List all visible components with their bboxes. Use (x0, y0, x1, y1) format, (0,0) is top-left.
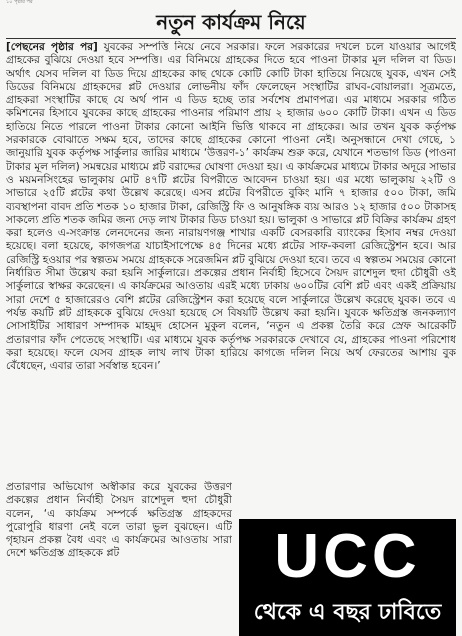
article-body (6, 41, 456, 479)
headline-divider (6, 38, 456, 39)
article-headline: নতুন কার্যক্রম নিয়ে (156, 10, 306, 34)
page-top-note: ১০ পৃষ্ঠার পর (6, 0, 33, 5)
article-continuation: প্রতারণার অভিযোগ অস্বীকার করে যুবকের উত্তরণ প্রকল্পের প্রধান নির্বাহী সৈয়দ রাশেদুল হুদা চৌধুরী বলেন, ‘এ কার্যক্রম সম্পর্কে ক্ষতিগ্রস্ত গ্রাহকদের পুরোপুরি ধারণা নেই বলে তারা ভুল বুঝছেন। এটি গৃহায়ন প্রকল্প বৈধ এবং এ কার্যক্রমের আওতায় সারা দেশে ক্ষতিগ্রস্ত গ্রাহককে প্লট (6, 481, 232, 560)
continued-from-tag: [পেছনের পৃষ্ঠার পর] (6, 41, 98, 53)
ad-tagline: থেকে এ বছর ঢাবিতে (253, 600, 442, 625)
article-text: যুবকের সম্পত্তি নিয়ে নেবে সরকার। ফলে সরকারের দখলে চলে যাওয়ার আগেই গ্রাহকের বুঝিয়ে দেওয়া হবে সম্পত্তি। এর বিনিময়ে গ্রাহকের দিতে হবে পাওনা টাকার মূল দলিল বা ডিড। অর্থাৎ যেসব দলিল বা ডিড দিয়ে গ্রাহকের কাছ থেকে কোটি কোটি টাকা হাতিয়ে নিয়েছে যুবক, এখন সেই ডিডের বিনিময়ে গ্রাহকদের প্লট দেওয়ার লোভনীয় ফাঁদ ফেলেছেন সংস্থাটির রাঘব-বোয়ালরা। সূত্রমতে, গ্রাহকরা সংস্থাটির কাছে যে অর্থ পান এ ডিড হচ্ছে তার সর্বশেষ প্রমাণপত্র। এর মাধ্যমে সরকার গঠিত কমিশনের হিসাবে যুবকের কাছে গ্রাহকের পাওনার পরিমাণ প্রায় ২ হাজার ৬০০ কোটি টাকা। এখন এ ডিড হাতিয়ে নিতে পারলে পাওনা টাকার কোনো আইনি ভিত্তি থাকবে না গ্রাহকের। আর তখন যুবক কর্তৃপক্ষ সরকারকে বোঝাতে সক্ষম হবে, তাদের কাছে গ্রাহকের কোনো পাওনা নেই। অনুসন্ধানে দেখা গেছে, ১ জানুয়ারি যুবক কর্তৃপক্ষ সার্কুলার জারির মাধ্যমে ‘উত্তরণ-১’ কার্যক্রম শুরু করে, যেখানে শতভাগ ডিড (পাওনা টাকার মূল দলিল) সমন্বয়ের মাধ্যমে প্লট বরাদ্দের ঘোষণা দেওয়া হয়। এ কার্যক্রমের মাধ্যমে টাকার অদূরে সাভার ও ময়মনসিংহের ভালুকায় মোট ৪৭টি প্লটের বিপরীতে আবেদন চাওয়া হয়। এর মধ্যে ভালুকায় ২২টি ও সাভারে ২৫টি প্লটের কথা উল্লেখ করেছে। এসব প্লটের বিপরীতে বুকিং মানি ৭ হাজার ৫০০ টাকা, জমি ব্যবস্থাপনা বাবদ প্রতি শতক ১০ হাজার টাকা, রেজিস্ট্রি ফি ও আনুষঙ্গিক ব্যয় আরও ১২ হাজার ৫০০ টাকাসহ সাকল্যে প্রতি শতক জমির জন্য দেড় লাখ টাকার ডিড চাওয়া হয়। ভালুকা ও সাভারে প্লট বিক্রির কার্যক্রম গ্রহণ করা হলেও এ-সংক্রান্ত লেনদেনের জন্য নারায়ণগঞ্জ শাখার একটি বেসরকারি ব্যাংকের হিসাব নম্বর দেওয়া হয়েছে। বলা হয়েছে, কাগজপত্র যাচাইসাপেক্ষে ৪৫ দিনের মধ্যে প্লটের সাফ-কবলা রেজিস্ট্রেশন হবে। আর রেজিস্ট্রি হওয়ার পর স্বল্পতম সময়ে গ্রাহককে সরেজমিন প্লট বুঝিয়ে দেওয়া হবে। তবে এ স্বল্পতম সময়ের কোনো নির্ধারিত সীমা উল্লেখ করা হয়নি সার্কুলারে। প্রকল্পের প্রধান নির্বাহী হিসেবে সৈয়দ রাশেদুল হুদা চৌধুরী ওই সার্কুলারে স্বাক্ষর করেছেন। এ কার্যক্রমের আওতায় এরই মধ্যে ঢাকায় ৬০০টির বেশি প্লট এবং একই প্রক্রিয়ায় সারা দেশে ৫ হাজারেরও বেশি প্লটের রেজিস্ট্রেশন করা হয়েছে বলে সার্কুলারে উল্লেখ করেছে যুবক। তবে এ পর্যন্ত কয়টি প্লট গ্রাহককে বুঝিয়ে দেওয়া হয়েছে সে বিষয়টি উল্লেখ করা হয়নি। যুবকে ক্ষতিগ্রস্ত জনকল্যাণ সোসাইটির সাধারণ সম্পাদক মাহমুদ হোসেন মুকুল বলেন, ‘নতুন এ প্রকল্প তৈরি করে স্রেফ আরেকটি প্রতারণার ফাঁদ পেতেছে সংস্থাটি। এর মাধ্যমে যুবক কর্তৃপক্ষ সরকারকে দেখাবে যে, গ্রাহকের পাওনা পরিশোধ করা হয়েছে। ফলে যেসব গ্রাহক লাখ লাখ টাকা হারিয়ে কাগজে দলিল নিয়ে অর্থ ফেরতের আশায় বুক বেঁধেছেন, এবার তারা সর্বস্বান্ত হবেন।’ (6, 41, 456, 373)
ad-brand-logo: UCC (274, 522, 421, 591)
ucc-advertisement (239, 519, 456, 636)
